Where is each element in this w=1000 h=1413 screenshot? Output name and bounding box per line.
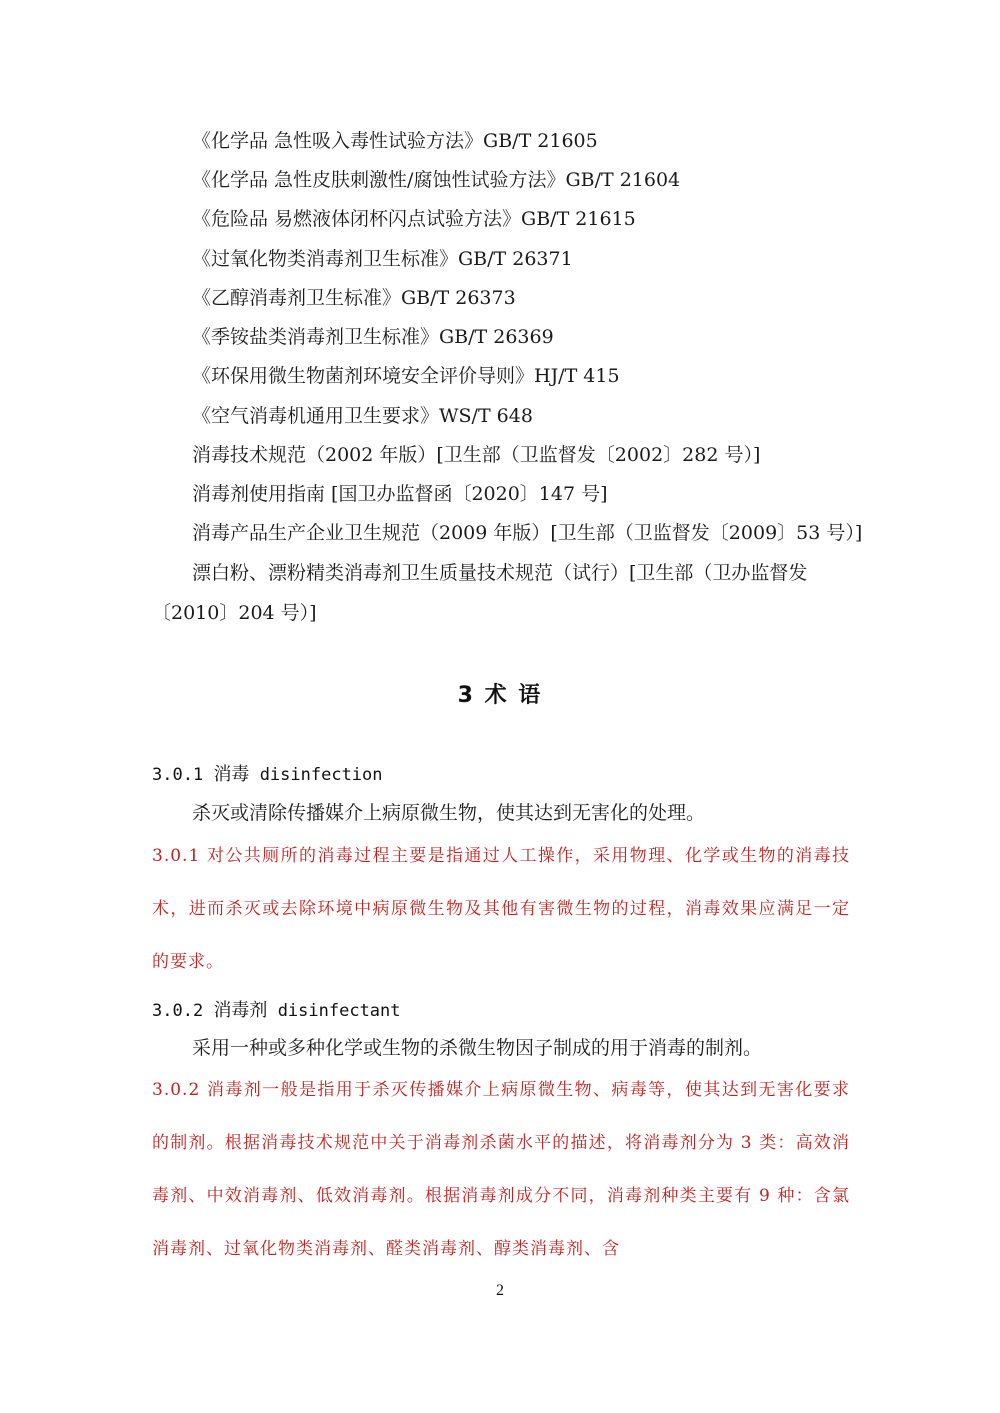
term-explanation-note: 3.0.2 消毒剂一般是指用于杀灭传播媒介上病原微生物、病毒等，使其达到无害化要求的制剂。根据消毒技术规范中关于消毒剂杀菌水平的描述，将消毒剂分为 3 类：高效消毒剂、中效消毒剂、低效消毒剂。根据消毒剂成分不同，消毒剂种类主要有 9 种：含氯消毒剂、过氧化物类消毒剂、醛类消毒剂、醇类消毒剂、含 xyxy=(152,1080,850,1259)
term-number: 3.0.2 xyxy=(152,1001,204,1021)
reference-item: 消毒产品生产企业卫生规范（2009 年版）[卫生部（卫监督发〔2009〕53 号）] xyxy=(192,522,863,544)
reference-item: 消毒剂使用指南 [国卫办监督函〔2020〕147 号] xyxy=(192,483,608,505)
reference-item: 《过氧化物类消毒剂卫生标准》GB/T 26371 xyxy=(192,248,573,270)
reference-item: 《化学品 急性皮肤刺激性/腐蚀性试验方法》GB/T 21604 xyxy=(192,169,681,191)
term-heading xyxy=(152,996,401,1022)
term-definition: 采用一种或多种化学或生物的杀微生物因子制成的用于消毒的制剂。 xyxy=(192,1037,763,1059)
term-name-zh: 消毒 xyxy=(213,764,250,785)
reference-item: 消毒技术规范（2002 年版）[卫生部（卫监督发〔2002〕282 号）] xyxy=(192,444,761,466)
term-name-zh: 消毒剂 xyxy=(213,1000,268,1021)
term-heading xyxy=(152,760,383,786)
term-explanation-note: 3.0.1 对公共厕所的消毒过程主要是指通过人工操作，采用物理、化学或生物的消毒技术，进而杀灭或去除环境中病原微生物及其他有害微生物的过程，消毒效果应满足一定的要求。 xyxy=(152,846,850,972)
term-name-en: disinfection xyxy=(259,765,383,785)
term-definition: 杀灭或清除传播媒介上病原微生物，使其达到无害化的处理。 xyxy=(192,802,706,824)
section-title: 3 术 语 xyxy=(457,683,543,708)
reference-item: 《空气消毒机通用卫生要求》WS/T 648 xyxy=(192,405,533,427)
reference-item: 《乙醇消毒剂卫生标准》GB/T 26373 xyxy=(192,287,516,309)
term-number: 3.0.1 xyxy=(152,765,204,785)
reference-item: 《化学品 急性吸入毒性试验方法》GB/T 21605 xyxy=(192,130,598,152)
reference-item: 《季铵盐类消毒剂卫生标准》GB/T 26369 xyxy=(192,326,554,348)
page-number: 2 xyxy=(496,1282,504,1299)
reference-item-long: 漂白粉、漂粉精类消毒剂卫生质量技术规范（试行）[卫生部（卫办监督发〔2010〕204 号）] xyxy=(152,562,808,624)
term-name-en: disinfectant xyxy=(277,1001,401,1021)
reference-item: 《危险品 易燃液体闭杯闪点试验方法》GB/T 21615 xyxy=(192,208,636,230)
reference-item: 《环保用微生物菌剂环境安全评价导则》HJ/T 415 xyxy=(192,365,620,387)
